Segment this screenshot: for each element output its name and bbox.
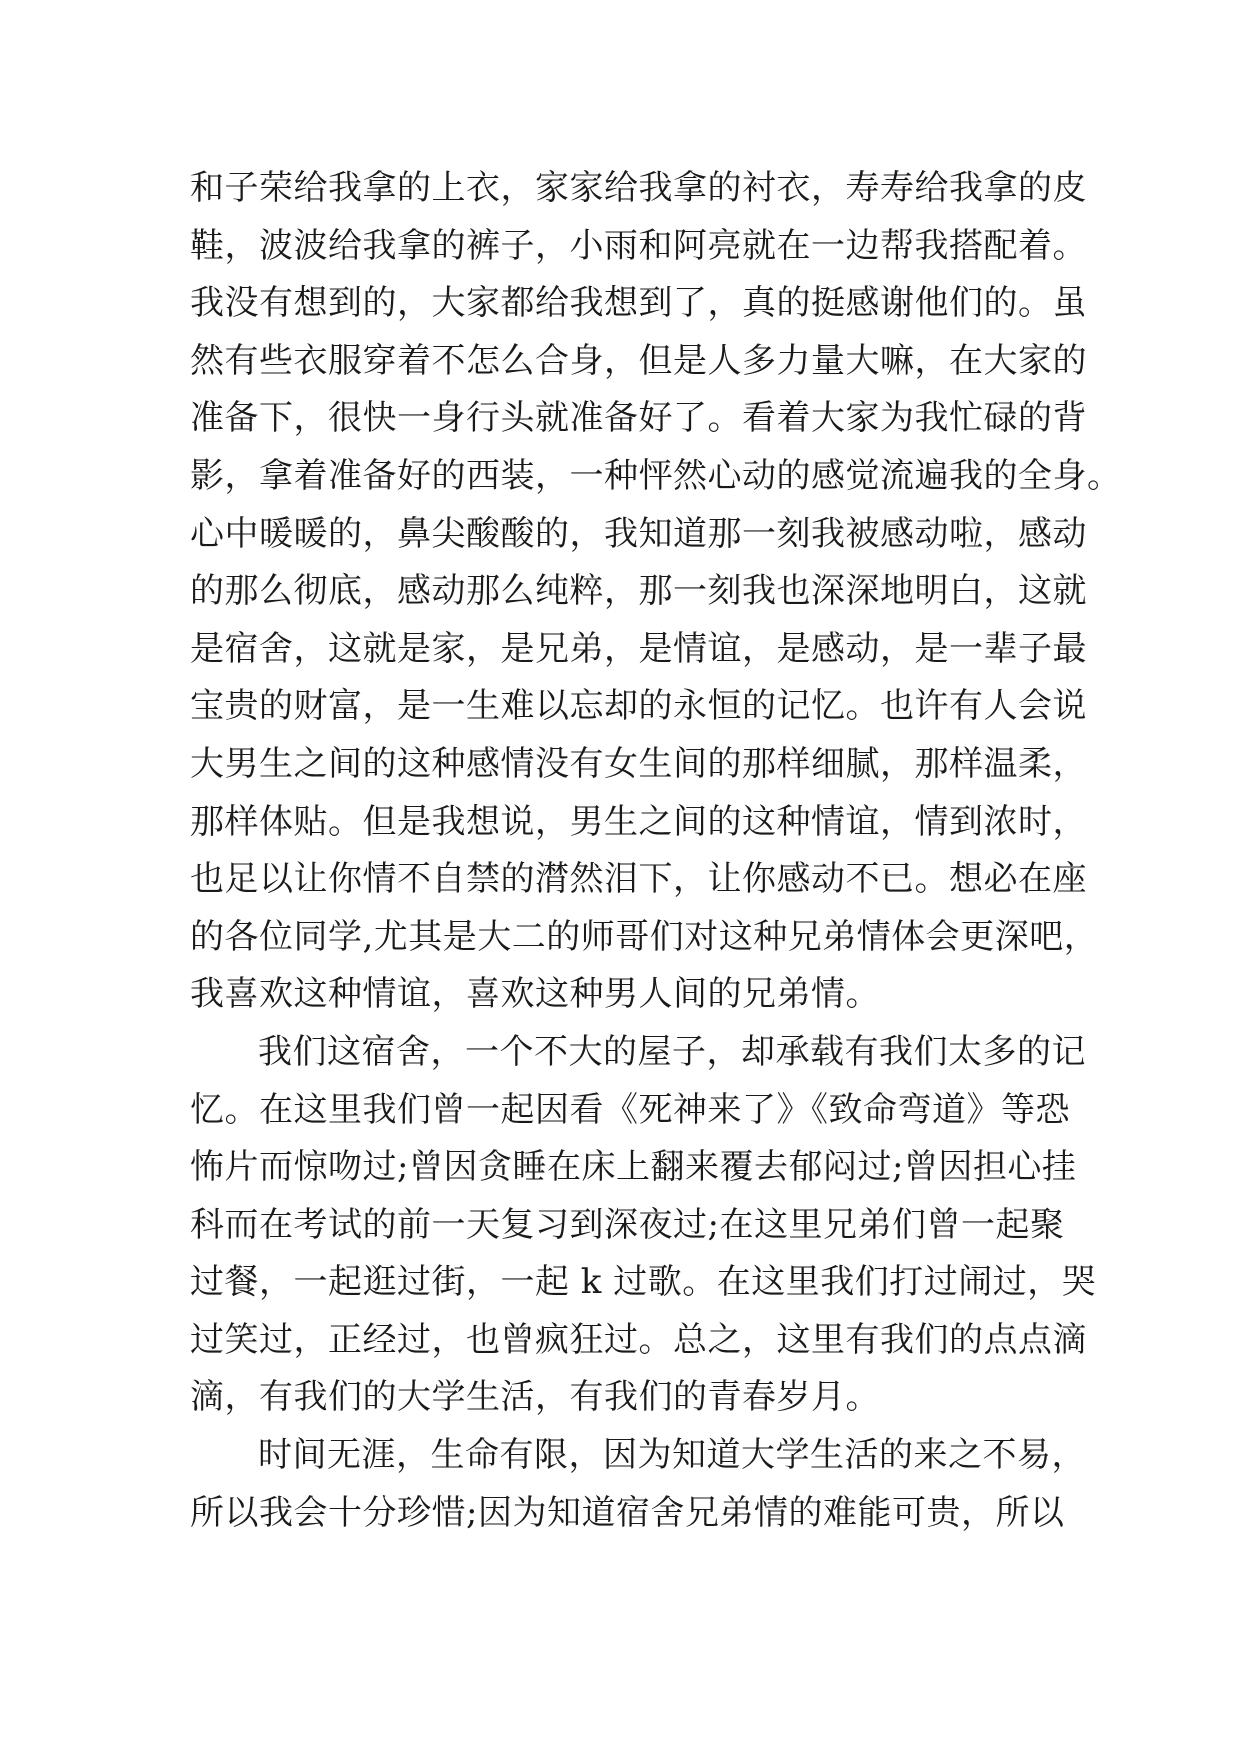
- text-line: 的那么彻底，感动那么纯粹，那一刻我也深深地明白，这就: [190, 571, 1087, 612]
- text-line: 过笑过，正经过，也曾疯狂过。总之，这里有我们的点点滴: [190, 1319, 1087, 1360]
- text-line: 时间无涯，生命有限，因为知道大学生活的来之不易，: [258, 1435, 1086, 1476]
- text-line: 也足以让你情不自禁的潸然泪下，让你感动不已。想必在座: [190, 859, 1087, 900]
- text-line: 我喜欢这种情谊，喜欢这种男人间的兄弟情。: [190, 974, 880, 1015]
- text-line: 所以我会十分珍惜;因为知道宿舍兄弟情的难能可贵，所以: [190, 1492, 1065, 1533]
- text-line: 过餐，一起逛过街，一起 k 过歌。在这里我们打过闹过，哭: [190, 1262, 1097, 1303]
- body-text: [190, 160, 1122, 1542]
- text-line: 心中暖暖的，鼻尖酸酸的，我知道那一刻我被感动啦，感动: [190, 513, 1087, 554]
- text-line: 影，拿着准备好的西装，一种怦然心动的感觉流遍我的全身。: [190, 455, 1122, 496]
- text-line: 准备下，很快一身行头就准备好了。看着大家为我忙碌的背: [190, 398, 1087, 439]
- text-line: 鞋，波波给我拿的裤子，小雨和阿亮就在一边帮我搭配着。: [190, 225, 1087, 266]
- text-line: 我没有想到的，大家都给我想到了，真的挺感谢他们的。虽: [190, 283, 1087, 324]
- text-line: 科而在考试的前一天复习到深夜过;在这里兄弟们曾一起聚: [190, 1204, 1065, 1245]
- text-line: 怖片而惊吻过;曾因贪睡在床上翻来覆去郁闷过;曾因担心挂: [190, 1147, 1077, 1188]
- text-line: 滴，有我们的大学生活，有我们的青春岁月。: [190, 1377, 880, 1418]
- text-line: 那样体贴。但是我想说，男生之间的这种情谊，情到浓时，: [190, 801, 1087, 842]
- text-line: 和子荣给我拿的上衣，家家给我拿的衬衣，寿寿给我拿的皮: [190, 168, 1087, 208]
- text-line: 然有些衣服穿着不怎么合身，但是人多力量大嘛，在大家的: [190, 340, 1087, 381]
- text-line: 忆。在这里我们曾一起因看《死神来了》《致命弯道》等恐: [190, 1089, 1070, 1130]
- text-line: 是宿舍，这就是家，是兄弟，是情谊，是感动，是一辈子最: [190, 628, 1087, 669]
- text-line: 大男生之间的这种感情没有女生间的那样细腻，那样温柔，: [190, 743, 1087, 784]
- text-line: 的各位同学,尤其是大二的师哥们对这种兄弟情体会更深吧，: [190, 916, 1099, 957]
- text-line: 我们这宿舍，一个不大的屋子，却承载有我们太多的记: [258, 1031, 1086, 1072]
- text-line: 宝贵的财富，是一生难以忘却的永恒的记忆。也许有人会说: [190, 686, 1087, 727]
